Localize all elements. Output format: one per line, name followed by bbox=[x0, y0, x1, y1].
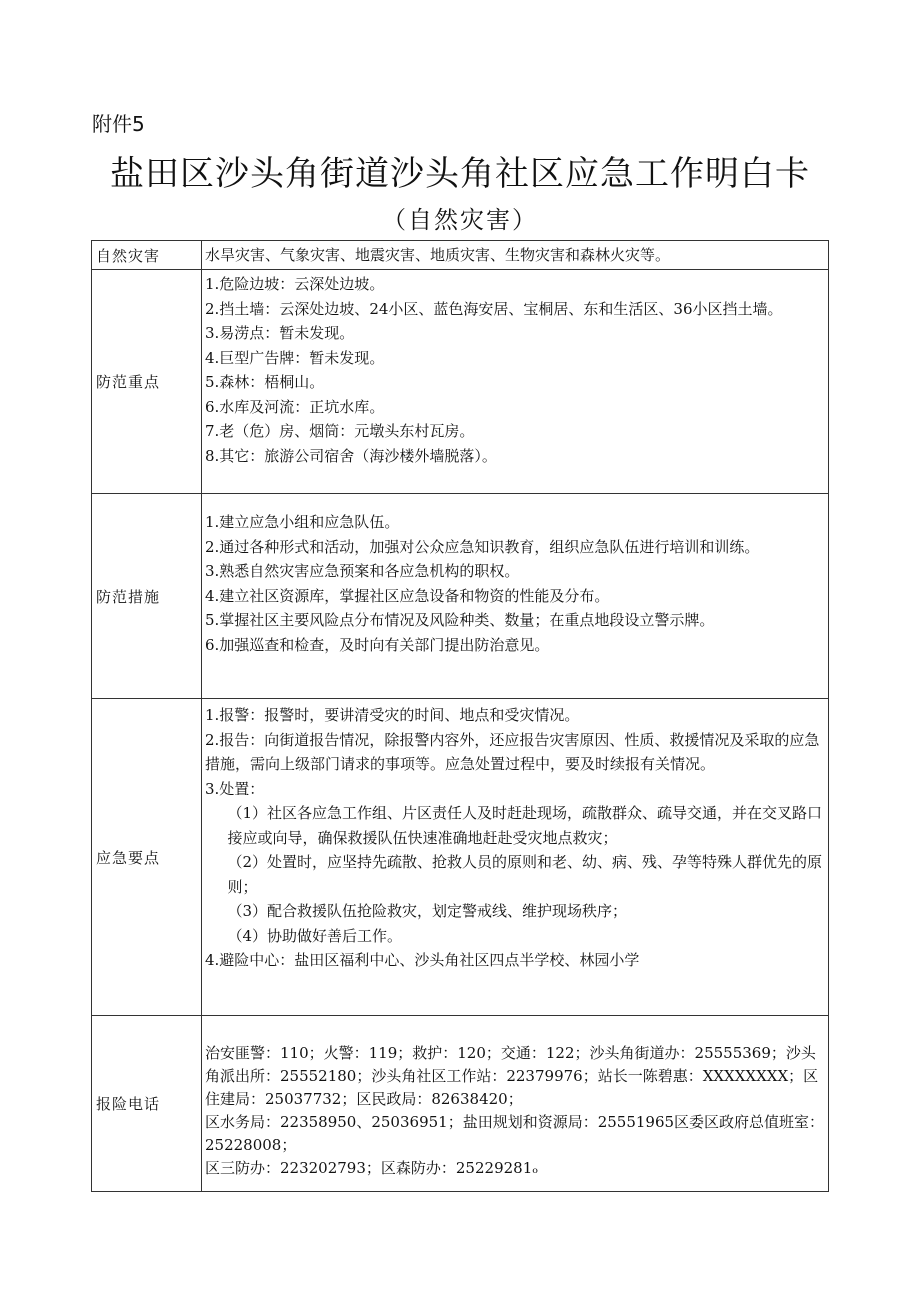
label-measures: 防范措施 bbox=[92, 494, 202, 699]
measure-item: 6.加强巡查和检查，及时向有关部门提出防治意见。 bbox=[205, 635, 550, 654]
row-key-points bbox=[92, 699, 829, 1016]
measure-item: 5.掌握社区主要风险点分布情况及风险种类、数量；在重点地段设立警示牌。 bbox=[205, 611, 715, 629]
content-key-points bbox=[202, 699, 829, 1016]
key-point-item: 4.避险中心：盐田区福利中心、沙头角社区四点半学校、林园小学 bbox=[205, 951, 640, 969]
phone-line: 治安匪警：110；火警：119；救护：120；交通：122；沙头角街道办：25555369；沙头角派出所：25552180；沙头角社区工作站：22379976；站长一陈碧惠：XXXXXXXX；区住建局：25037732；区民政局：82638420； bbox=[205, 1044, 819, 1108]
content-phones bbox=[202, 1016, 829, 1192]
label-key-points: 应急要点 bbox=[92, 699, 202, 1016]
focus-item: 6.水库及河流：正坑水库。 bbox=[205, 397, 385, 416]
key-point-item: 2.报告：向街道报告情况，除报警内容外，还应报告灾害原因、性质、救援情况及采取的应急措施，需向上级部门请求的事项等。应急处置过程中，要及时续报有关情况。 bbox=[205, 730, 820, 773]
content-measures bbox=[202, 494, 829, 699]
phone-line: 区水务局：22358950、25036951；盐田规划和资源局：25551965区委区政府总值班室：25228008； bbox=[205, 1113, 825, 1154]
label-disaster: 自然灾害 bbox=[92, 241, 202, 270]
row-focus bbox=[92, 270, 829, 494]
focus-item: 1.危险边坡：云深处边坡。 bbox=[205, 275, 385, 293]
focus-item: 8.其它：旅游公司宿舍（海沙楼外墙脱落）。 bbox=[205, 446, 497, 465]
label-phones: 报险电话 bbox=[92, 1016, 202, 1192]
key-point-subitem: （1）社区各应急工作组、片区责任人及时赶赴现场，疏散群众、疏导交通，并在交叉路口接应或向导，确保救援队伍快速准确地赶赴受灾地点救灾； bbox=[227, 804, 823, 847]
label-focus: 防范重点 bbox=[92, 270, 202, 494]
attachment-label: 附件5 bbox=[92, 112, 145, 136]
disaster-text: 水旱灾害、气象灾害、地震灾害、地质灾害、生物灾害和森林火灾等。 bbox=[205, 246, 671, 264]
measure-item: 4.建立社区资源库，掌握社区应急设备和物资的性能及分布。 bbox=[205, 586, 610, 605]
focus-item: 2.挡土墙：云深处边坡、24小区、蓝色海安居、宝桐居、东和生活区、36小区挡土墙。 bbox=[205, 299, 783, 318]
key-point-subitem: （4）协助做好善后工作。 bbox=[227, 926, 403, 945]
key-point-subitem: （3）配合救援队伍抢险救灾，划定警戒线、维护现场秩序； bbox=[227, 902, 628, 920]
measure-item: 3.熟悉自然灾害应急预案和各应急机构的职权。 bbox=[205, 562, 520, 580]
focus-item: 7.老（危）房、烟筒：元墩头东村瓦房。 bbox=[205, 422, 475, 440]
row-phones bbox=[92, 1016, 829, 1192]
phone-line: 区三防办：223202793；区森防办：25229281ₒ bbox=[205, 1159, 539, 1177]
focus-item: 3.易涝点：暂未发现。 bbox=[205, 324, 355, 342]
key-point-subitem: （2）处置时，应坚持先疏散、抢救人员的原则和老、幼、病、残、孕等特殊人群优先的原则； bbox=[227, 853, 823, 896]
key-point-item: 1.报警：报警时，要讲清受灾的时间、地点和受灾情况。 bbox=[205, 706, 580, 724]
measure-item: 1.建立应急小组和应急队伍。 bbox=[205, 513, 400, 531]
emergency-card-table bbox=[91, 240, 829, 1192]
row-disaster bbox=[92, 241, 829, 270]
page-subtitle: （自然灾害） bbox=[382, 206, 538, 234]
page-title: 盐田区沙头角街道沙头角社区应急工作明白卡 bbox=[110, 154, 810, 194]
content-focus bbox=[202, 270, 829, 494]
row-measures bbox=[92, 494, 829, 699]
focus-item: 4.巨型广告牌：暂未发现。 bbox=[205, 348, 385, 367]
focus-item: 5.森林：梧桐山。 bbox=[205, 373, 325, 391]
key-point-item: 3.处置： bbox=[205, 779, 265, 798]
measure-item: 2.通过各种形式和活动，加强对公众应急知识教育，组织应急队伍进行培训和训练。 bbox=[205, 537, 760, 556]
content-disaster bbox=[202, 241, 829, 270]
